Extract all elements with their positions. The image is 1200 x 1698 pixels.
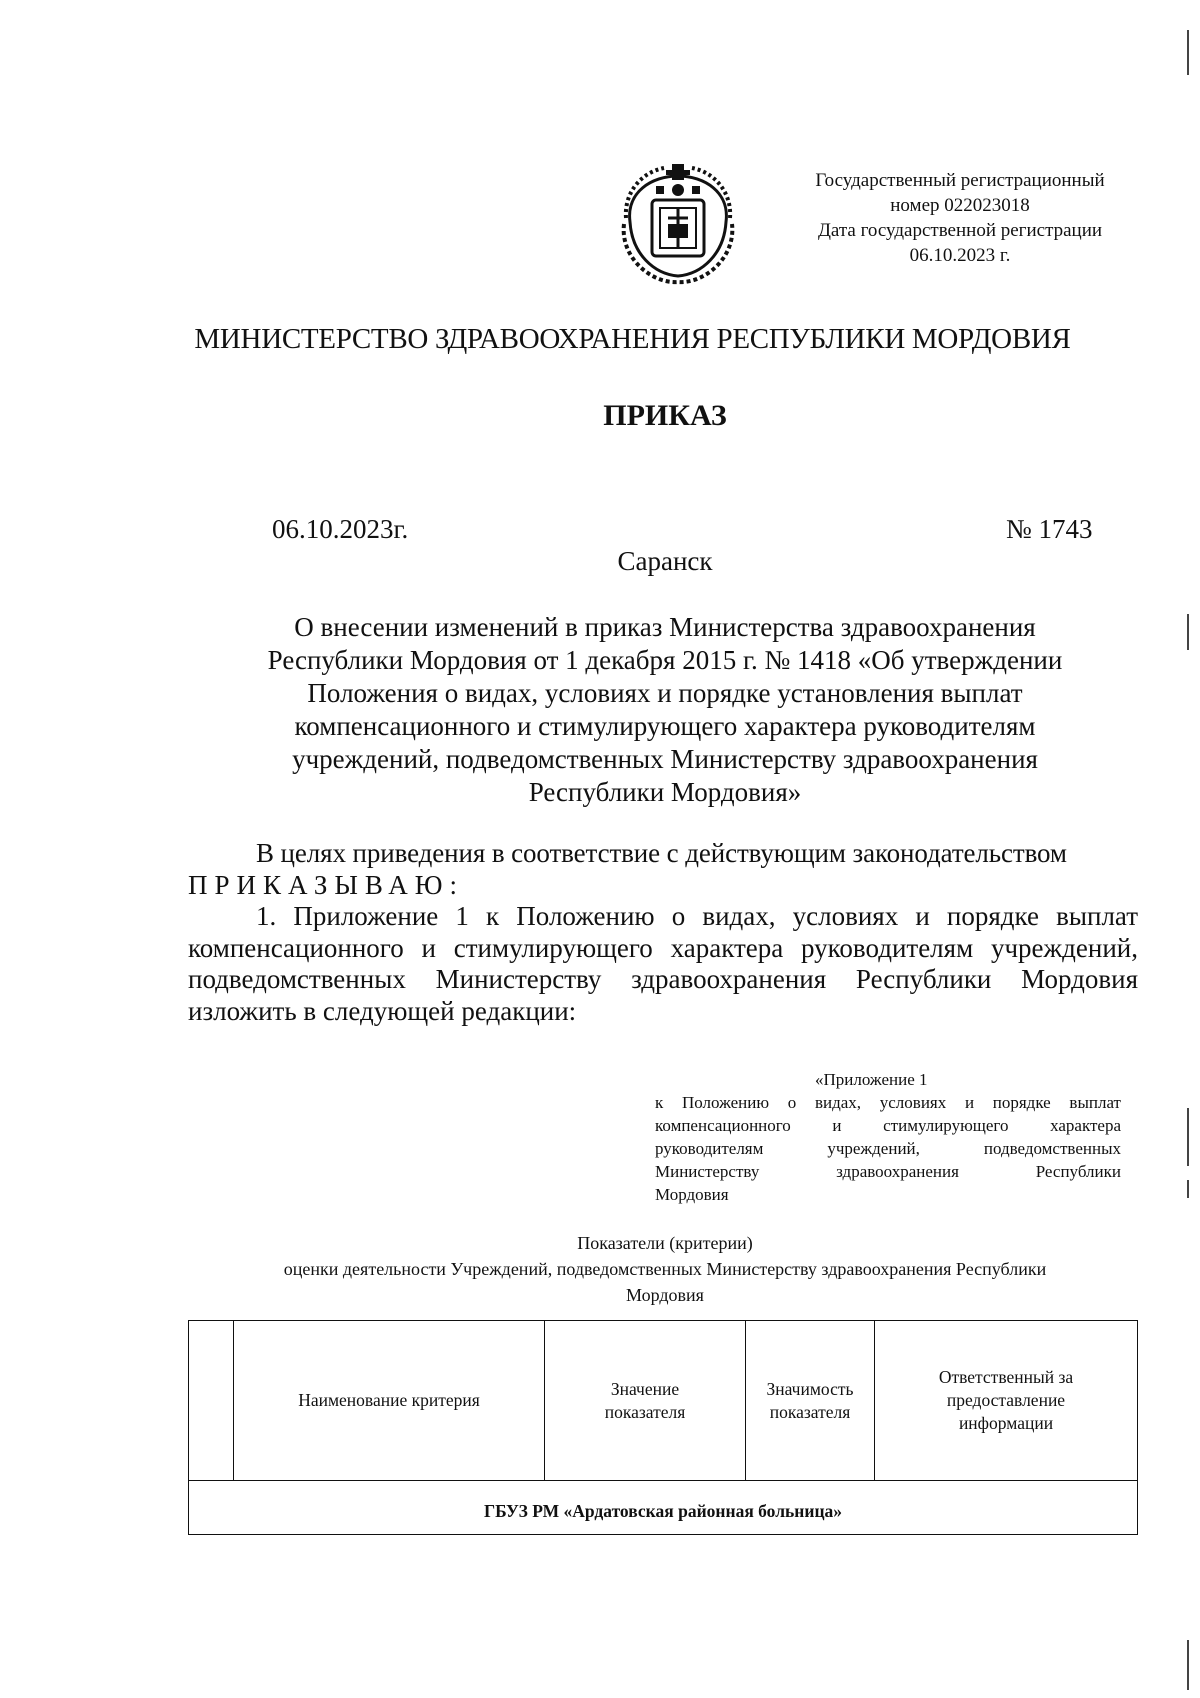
appendix-line: компенсационного и стимулирующего характера: [655, 1116, 1121, 1135]
table-header-row: [189, 1321, 1138, 1481]
appendix-line: Мордовия: [655, 1185, 729, 1204]
table-header-cell: Наименование критерия: [234, 1321, 545, 1481]
order-date: 06.10.2023г.: [272, 514, 409, 544]
criteria-title-line: оценки деятельности Учреждений, подведомственных Министерству здравоохранения Республики: [283, 1259, 1047, 1279]
ministry-title: МИНИСТЕРСТВО ЗДРАВООХРАНЕНИЯ РЕСПУБЛИКИ МОРДОВИЯ: [194, 323, 1071, 355]
scan-mark: [1187, 1640, 1189, 1690]
item-1-line: компенсационного и стимулирующего характера руководителям учреждений,: [188, 932, 1138, 963]
appendix-line: руководителям учреждений, подведомственных: [655, 1139, 1121, 1158]
table-header-text: Значимость показателя: [766, 1378, 854, 1422]
scan-mark: [1187, 1108, 1189, 1166]
criteria-title: [180, 1230, 1150, 1308]
scan-mark: [1187, 30, 1189, 75]
subject-line: компенсационного и стимулирующего характера руководителям: [294, 711, 1036, 741]
document-type: ПРИКАЗ: [603, 399, 727, 432]
preamble: В целях приведения в соответствие с действующим законодательством: [256, 838, 1067, 868]
coat-of-arms-icon: [612, 162, 744, 286]
criteria-table: [188, 1320, 1138, 1535]
table-row: [189, 1481, 1138, 1535]
subject-line: Положения о видах, условиях и порядке установления выплат: [307, 678, 1023, 708]
appendix-line: к Положению о видах, условиях и порядке выплат: [655, 1093, 1121, 1112]
scan-mark: [1187, 1180, 1189, 1198]
order-body: [188, 838, 1138, 1027]
criteria-title-line: Показатели (критерии): [577, 1233, 753, 1253]
appendix-line: Министерству здравоохранения Республики: [655, 1162, 1121, 1181]
registration-block: [790, 168, 1130, 268]
registration-line: Государственный регистрационный: [815, 170, 1105, 191]
scan-mark: [1187, 614, 1189, 650]
item-1-line: изложить в следующей редакции:: [188, 995, 577, 1026]
registration-number: номер 022023018: [890, 195, 1030, 216]
table-header-cell: [545, 1321, 746, 1481]
registration-date-label: Дата государственной регистрации: [817, 220, 1103, 241]
criteria-title-line: Мордовия: [626, 1285, 704, 1305]
appendix-reference: [655, 1068, 1121, 1206]
subject-line: Республики Мордовия от 1 декабря 2015 г. № 1418 «Об утверждении: [267, 645, 1063, 675]
order-city: Саранск: [617, 546, 713, 576]
table-header-cell: [189, 1321, 234, 1481]
subject-line: Республики Мордовия»: [528, 777, 802, 807]
appendix-line: «Приложение 1: [815, 1070, 928, 1089]
organization-row: ГБУЗ РМ «Ардатовская районная больница»: [189, 1481, 1138, 1535]
subject-line: О внесении изменений в приказ Министерства здравоохранения: [294, 612, 1036, 642]
table-header-cell: [746, 1321, 875, 1481]
order-word: ПРИКАЗЫВАЮ:: [188, 869, 464, 900]
subject-line: учреждений, подведомственных Министерству здравоохранения: [292, 744, 1038, 774]
item-1-line: подведомственных Министерству здравоохранения Республики Мордовия: [188, 964, 1138, 994]
table-header-cell: [875, 1321, 1138, 1481]
registration-date: 06.10.2023 г.: [909, 245, 1011, 266]
order-subject: [180, 611, 1150, 809]
item-1-line: 1. Приложение 1 к Положению о видах, условиях и порядке выплат: [256, 901, 1138, 931]
table-header-text: Ответственный за предоставление информации: [938, 1367, 1074, 1433]
order-number: № 1743: [1006, 514, 1093, 544]
table-header-text: Значение показателя: [604, 1378, 686, 1422]
